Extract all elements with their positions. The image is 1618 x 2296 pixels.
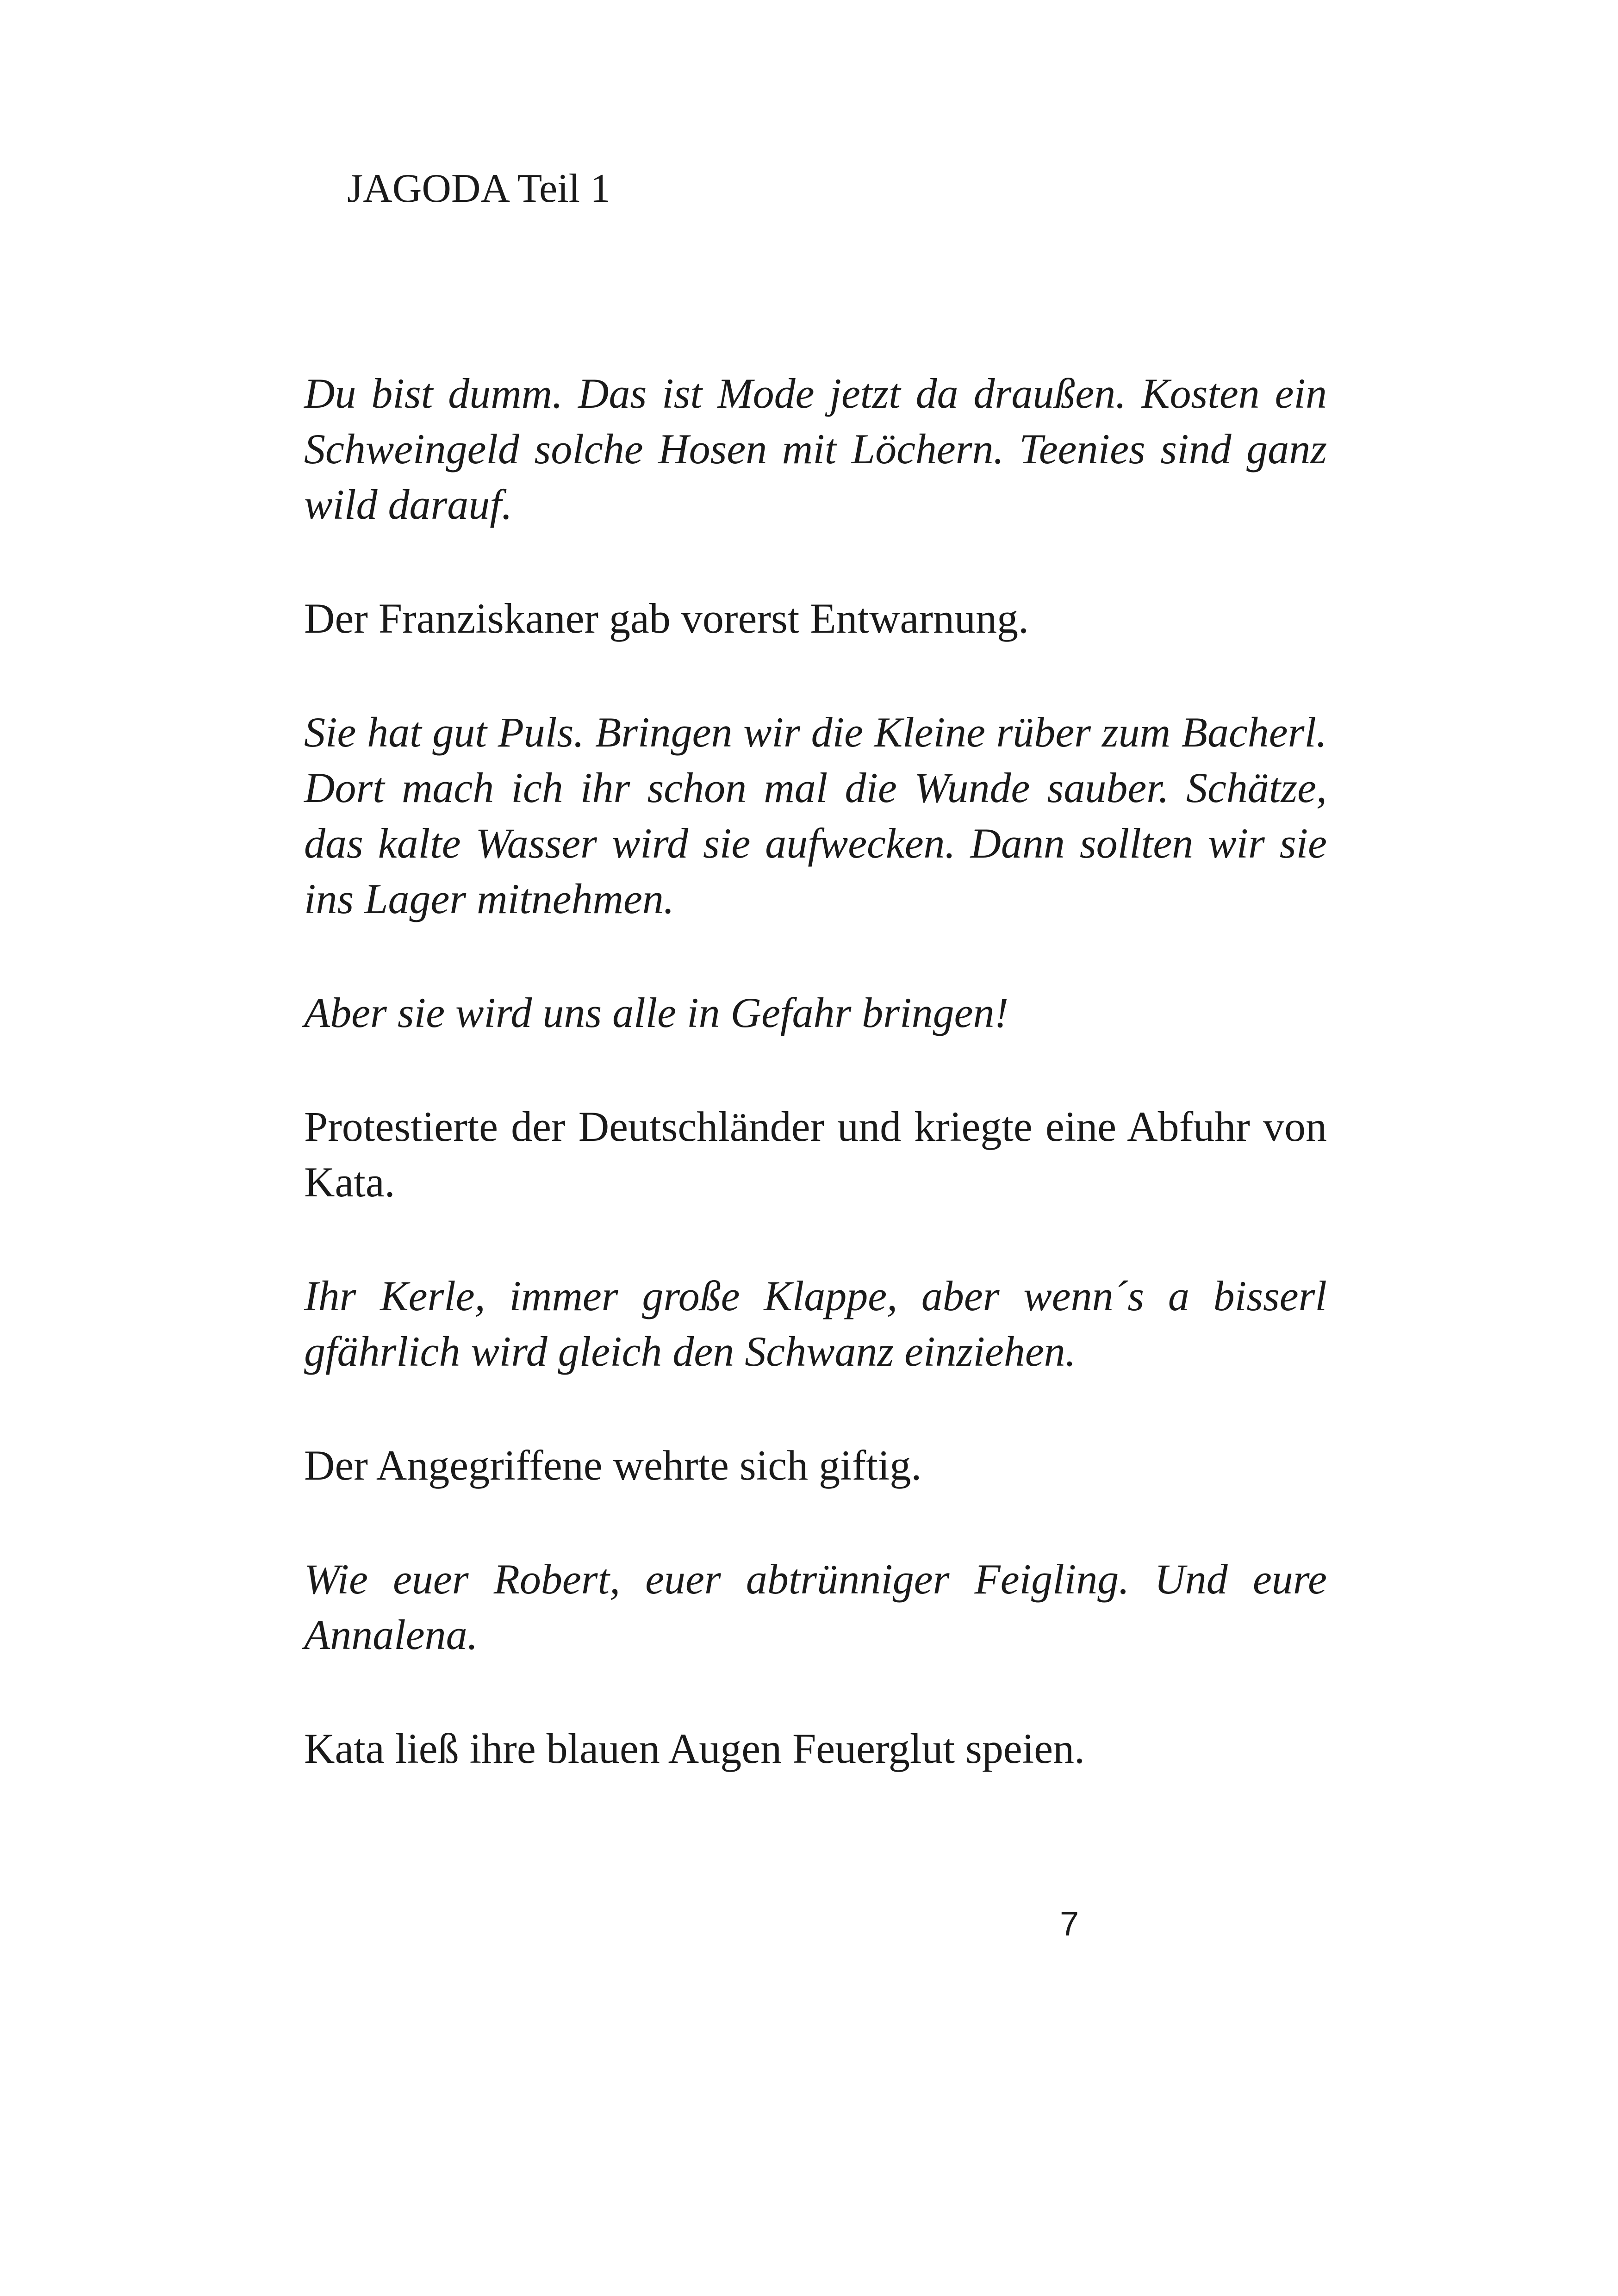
body-text <box>304 366 1327 1776</box>
paragraph-narration: Protestierte der Deutschländer und kriegte eine Abfuhr von Kata. <box>304 1103 1327 1206</box>
paragraph-narration: Kata ließ ihre blauen Augen Feuerglut speien. <box>304 1725 1085 1772</box>
page-number: 7 <box>1060 1904 1079 1943</box>
running-header-title: JAGODA Teil 1 <box>347 166 611 211</box>
paragraph-dialogue: Sie hat gut Puls. Bringen wir die Kleine rüber zum Bacherl. Dort mach ich ihr schon mal die Wunde sauber. Schätze, das kalte Wasser wird sie aufwecken. Dann sollten wir sie ins Lager mitnehmen. <box>304 709 1327 922</box>
paragraph-dialogue: Du bist dumm. Das ist Mode jetzt da draußen. Kosten ein Schweingeld solche Hosen mit Löchern. Teenies sind ganz wild darauf. <box>304 370 1327 528</box>
paragraph-dialogue: Aber sie wird uns alle in Gefahr bringen! <box>304 989 1009 1036</box>
paragraph-dialogue: Wie euer Robert, euer abtrünniger Feigling. Und eure Annalena. <box>304 1556 1327 1658</box>
paragraph-narration: Der Angegriffene wehrte sich giftig. <box>304 1442 922 1489</box>
paragraph-dialogue: Ihr Kerle, immer große Klappe, aber wenn´s a bisserl gfährlich wird gleich den Schwanz einziehen. <box>304 1272 1327 1375</box>
paragraph-narration: Der Franziskaner gab vorerst Entwarnung. <box>304 595 1029 642</box>
